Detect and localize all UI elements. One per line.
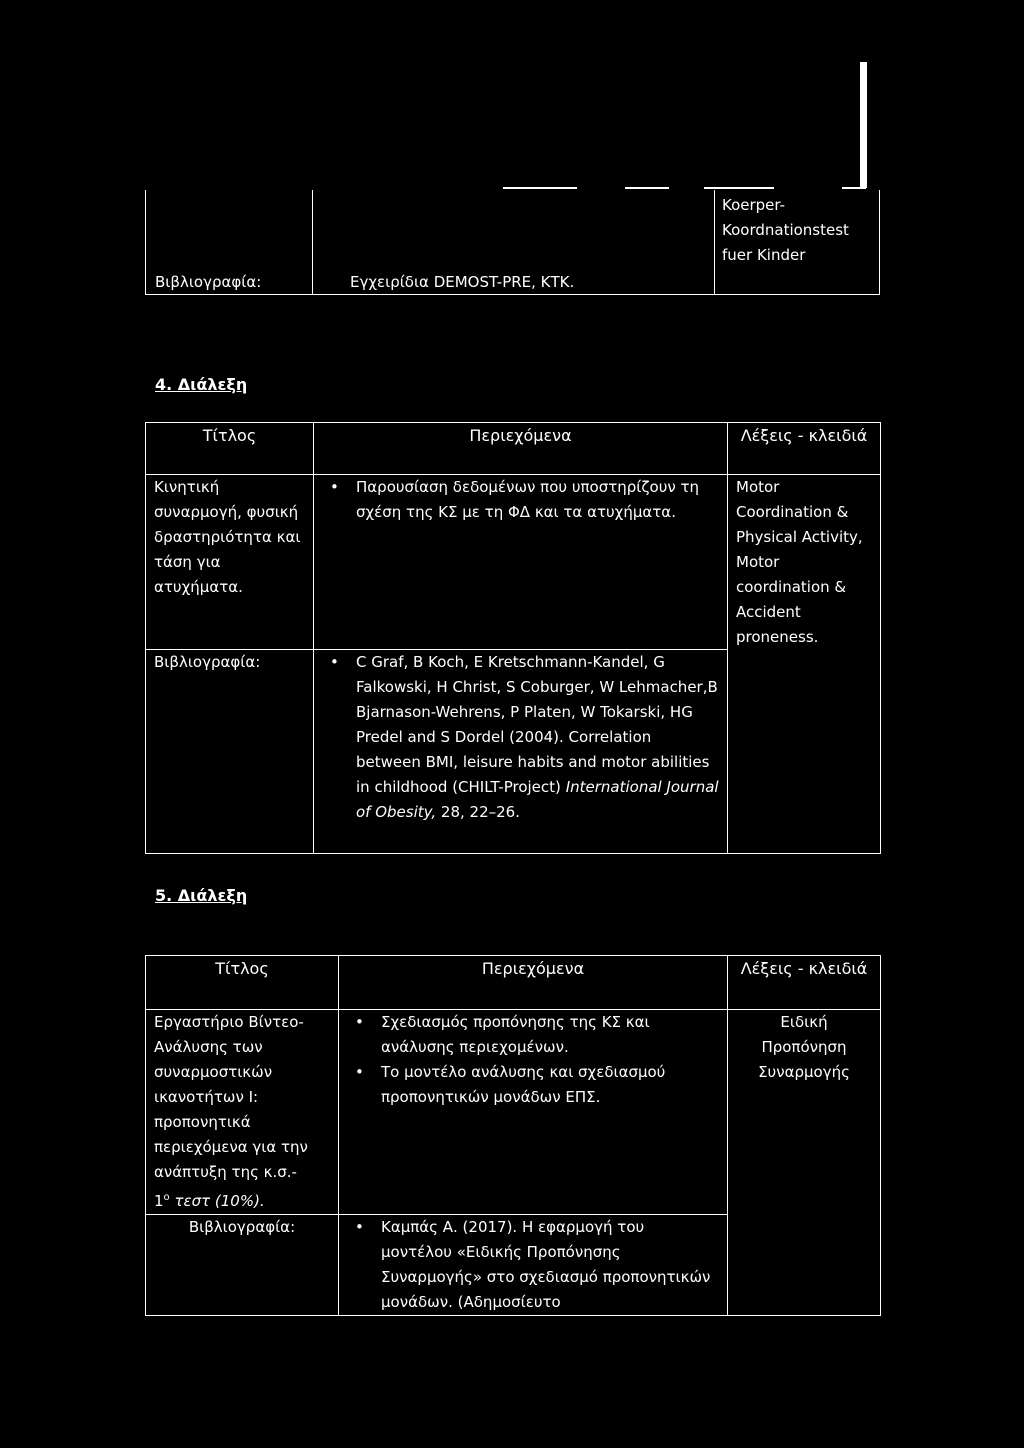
lecture4-bib-list bbox=[326, 650, 719, 825]
lecture5-header-content: Περιεχόμενα bbox=[339, 956, 728, 1010]
rule-fragment bbox=[503, 187, 577, 189]
lecture5-keywords-text: Ειδική Προπόνηση Συναρμογής bbox=[758, 1013, 850, 1081]
lecture5-content-list bbox=[351, 1010, 719, 1110]
lecture5-bib-label: Βιβλιογραφία: bbox=[146, 1215, 339, 1316]
scan-mark-bar bbox=[860, 62, 867, 188]
bib-tail: 28, 22–26. bbox=[440, 803, 520, 821]
lecture4-keywords bbox=[728, 475, 881, 854]
lecture4-header-keywords: Λέξεις - κλειδιά bbox=[728, 423, 881, 475]
lecture5-bib-list bbox=[351, 1215, 719, 1315]
table3-bib-text: Εγχειρίδια DEMOST-PRE, ΚΤΚ. bbox=[350, 273, 575, 291]
list-item: • Το μοντέλο ανάλυσης και σχεδιασμού προπονητικών μονάδων ΕΠΣ. bbox=[381, 1060, 719, 1110]
table3-bib-label: Βιβλιογραφία: bbox=[155, 273, 262, 291]
lecture4-table bbox=[145, 422, 881, 854]
lecture5-title-italic: τεστ (10%). bbox=[169, 1192, 265, 1210]
list-item: • Σχεδιασμός προπόνησης της ΚΣ και ανάλυσης περιεχομένων. bbox=[381, 1010, 719, 1060]
lecture5-table bbox=[145, 955, 881, 1316]
lecture5-header-title: Τίτλος bbox=[146, 956, 339, 1010]
lecture5-keywords bbox=[728, 1010, 881, 1316]
rule-fragment bbox=[625, 187, 669, 189]
lecture4-header-title: Τίτλος bbox=[146, 423, 314, 475]
table3-keywords: Koerper-Koordnationstest fuer Kinder bbox=[722, 196, 849, 264]
bib-journal: International Journal of Obesity, bbox=[356, 778, 719, 821]
bib-authors: C Graf, B Koch, E Kretschmann-Kandel, G Falkowski, H Christ, S Coburger, W Lehmacher,B Bjarnason-Wehrens, P Platen, W Tokarski, HG Predel and S Dordel (2004). Correlation between BMI, leisure habits and motor abilities in childhood (CHILT-Project) bbox=[356, 653, 718, 796]
rule-fragment bbox=[842, 187, 866, 189]
lecture5-heading: 5. Διάλεξη bbox=[155, 886, 248, 905]
list-item: • Παρουσίαση δεδομένων που υποστηρίζουν τη σχέση της ΚΣ με τη ΦΔ και τα ατυχήματα. bbox=[356, 475, 719, 525]
lecture4-heading: 4. Διάλεξη bbox=[155, 375, 248, 394]
lecture5-header-keywords: Λέξεις - κλειδιά bbox=[728, 956, 881, 1010]
rule-fragment bbox=[704, 187, 774, 189]
lecture4-content-list bbox=[326, 475, 719, 525]
lecture5-title-main: Εργαστήριο Βίντεο-Ανάλυσης των συναρμοστικών ικανοτήτων Ι: προπονητικά περιεχόμενα για την ανάπτυξη της κ.σ.- bbox=[154, 1013, 308, 1181]
list-item: • Καμπάς Α. (2017). Η εφαρμογή του μοντέλου «Ειδικής Προπόνησης Συναρμογής» στο σχεδιασμό προπονητικών μονάδων. (Αδημοσίευτο bbox=[381, 1215, 719, 1315]
lecture5-title-sup: ο bbox=[163, 1192, 170, 1203]
lecture4-keywords-text: Motor Coordination & Physical Activity, Motor coordination & Accident proneness. bbox=[736, 478, 863, 646]
lecture4-header-content: Περιεχόμενα bbox=[314, 423, 728, 475]
lecture4-bib-label: Βιβλιογραφία: bbox=[146, 650, 314, 854]
lecture5-title-num: 1 bbox=[154, 1192, 164, 1210]
lecture5-title bbox=[146, 1010, 339, 1215]
lecture4-title: Κινητική συναρμογή, φυσική δραστηριότητα και τάση για ατυχήματα. bbox=[146, 475, 314, 650]
list-item bbox=[356, 650, 719, 825]
